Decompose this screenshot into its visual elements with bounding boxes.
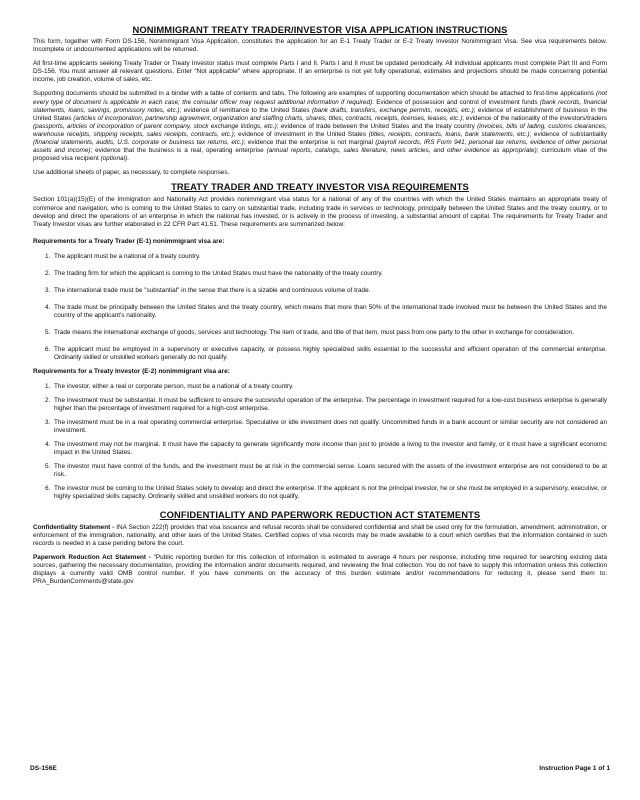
requirement-number: 6. bbox=[45, 484, 51, 492]
requirement-text: The applicant must be employed in a supervisory or executive capacity, or possess highly specialized skills essential to the successful and efficient operation of the commercial enterprise. Ordinarily skilled or unskilled workers generally do not qualify. bbox=[54, 345, 607, 361]
supporting-documents-text: : Evidence of possession and control of investment funds bbox=[372, 98, 540, 106]
requirement-number: 1. bbox=[45, 382, 51, 390]
paperwork-text: "Public reporting burden for this collection of information is estimated to average 4 hours per response, including time required for searching existing data sources, gathering the necessary documentation, providing the information and/or documents required, and reviewing the final collection. You do not have to supply this information unless this collection displays a currently valid OMB control number. If you have comments on the accuracy of this burden estimate and/or recommendations for reducing it, please send them to: PRA_BurdenComments@state.gov bbox=[33, 554, 607, 586]
requirement-item bbox=[33, 304, 607, 320]
confidentiality-statement bbox=[33, 524, 607, 548]
example-documents-text: (invoices, bills of lading, customs clearances, warehouse receipts, shipping receipts, sales receipts, contracts, etc.) bbox=[33, 122, 608, 138]
requirement-item bbox=[33, 253, 607, 261]
page-number: Instruction Page 1 of 1 bbox=[539, 765, 610, 772]
supporting-documents-text: ; evidence of trade between the United States and the treaty country bbox=[276, 122, 478, 130]
example-documents-text: (articles of incorporation, partnership agreement, organization and staffing charts, shares, titles, contracts, receipts, licenses, leases, etc.) bbox=[73, 114, 463, 122]
requirements-heading: TREATY TRADER AND TREATY INVESTOR VISA REQUIREMENTS bbox=[171, 181, 469, 193]
example-documents-text: (bank records, financial statements, loans, savings, promissory notes, etc.) bbox=[33, 98, 607, 114]
example-documents-text: (financial statements, audits, U.S. corporate or business tax returns, etc.) bbox=[33, 139, 244, 147]
supporting-documents-text: ; evidence that the business is a real, operating enterprise bbox=[90, 147, 267, 155]
supporting-documents-text: ; evidence that the enterprise is not marginal bbox=[243, 139, 376, 147]
example-documents-text: (not every type of document is applicable in each case; the consular officer may request additional information if required) bbox=[33, 90, 607, 106]
requirement-item bbox=[33, 419, 607, 435]
requirement-number: 2. bbox=[45, 269, 51, 277]
section-101-paragraph: Section 101(a)(15)(E) of the Immigration and Nationality Act provides nonimmigrant visa status for a national of any of the countries with which the United States maintains an appropriate treaty of commerce and navigation, who is coming to the United States to carry on substantial trade, including trade in services or technology, principally between the United States and the treaty country, or to develop and direct the operations of an enterprise in which the national has invested, or is actively in the process of investing, a substantial amount of capital. The requirements for Treaty Trader and Treaty Investor visas are further elaborated in 22 CFR Part 41.51. These requirements are summarized below: bbox=[33, 196, 607, 228]
page-title: NONIMMIGRANT TREATY TRADER/INVESTOR VISA APPLICATION INSTRUCTIONS bbox=[132, 24, 508, 35]
requirement-number: 5. bbox=[45, 462, 51, 470]
requirement-number: 3. bbox=[45, 418, 51, 426]
requirement-number: 4. bbox=[45, 303, 51, 311]
requirement-item bbox=[33, 463, 607, 479]
requirement-number: 1. bbox=[45, 252, 51, 260]
requirement-text: The investment must be substantial. It must be sufficient to ensure the successful operation of the enterprise. The percentage in investment required for a low-cost business enterprise is generally higher than the percentage of investment required for a high-cost enterprise. bbox=[54, 396, 607, 412]
requirement-text: The applicant must be a national of a treaty country. bbox=[54, 252, 201, 260]
paperwork-reduction-statement bbox=[33, 554, 607, 586]
requirement-item bbox=[33, 383, 607, 391]
intro-paragraph: This form, together with Form DS-156, Nonimmigrant Visa Application, constitutes the application for an E-1 Treaty Trader or E-2 Treaty Investor Nonimmigrant Visa. See visa requirements below. Incomplete or undocumented applications will be returned. bbox=[33, 38, 607, 54]
requirement-text: The trading firm for which the applicant is coming to the United States must have the nationality of the treaty country. bbox=[54, 269, 383, 277]
confidentiality-label: Confidentiality Statement - bbox=[33, 523, 117, 531]
requirement-number: 6. bbox=[45, 345, 51, 353]
requirement-text: The investor must be coming to the United States solely to develop and direct the enterprise. If the applicant is not the principal investor, he or she must be employed in a supervisory, executive, or highly specialized skills capacity. Ordinarily skilled and unskilled workers do not qualify. bbox=[54, 484, 607, 500]
supporting-documents-text: Supporting documents should be submitted in a binder with a table of contents and tabs. The following are examples of supporting documentation which should be attached to first-time applications bbox=[33, 90, 596, 98]
supporting-documents-text: ; evidence of substantiality bbox=[529, 130, 607, 138]
example-documents-text: (passports, articles of incorporation of parent company, stock exchange listings, etc.) bbox=[33, 122, 277, 130]
instruction-page bbox=[33, 24, 607, 586]
supporting-documents-paragraph bbox=[33, 90, 607, 163]
requirement-number: 4. bbox=[45, 440, 51, 448]
requirement-text: The investor, either a real or corporate person, must be a national of a treaty country. bbox=[54, 382, 294, 390]
form-number: DS-156E bbox=[30, 765, 57, 772]
supporting-documents-text: ; curriculum vitae of the proposed visa recipient bbox=[33, 147, 607, 163]
requirement-item bbox=[33, 397, 607, 413]
requirement-item bbox=[33, 346, 607, 362]
e1-requirements-heading: Requirements for a Treaty Trader (E-1) nonimmigrant visa are: bbox=[33, 237, 225, 245]
requirement-number: 5. bbox=[45, 328, 51, 336]
example-documents-text: (payroll records, IRS Form 941, personal tax returns, evidence of other personal assets and income) bbox=[33, 139, 607, 155]
requirement-item bbox=[33, 287, 607, 295]
requirement-text: Trade means the international exchange of goods, services and technology. The item of trade, and title of that item, must pass from one party to the other in exchange for consideration. bbox=[54, 328, 574, 336]
supporting-documents-text: ; evidence of establishment of business in the United States bbox=[33, 106, 607, 122]
requirement-text: The investor must have control of the funds, and the investment must be at risk in the commercial sense. Loans secured with the assets of the investment enterprise are not considered to be at risk. bbox=[54, 462, 607, 478]
supporting-documents-text: ; evidence of investment in the United States bbox=[233, 130, 369, 138]
e2-requirements-list bbox=[33, 383, 607, 501]
example-documents-text: (optional) bbox=[100, 155, 128, 163]
page-footer bbox=[30, 765, 610, 772]
requirement-text: The trade must be principally between the United States and the treaty country, which means that more than 50% of the international trade involved must be between the United States and the country of the applicant's nationality. bbox=[54, 303, 607, 319]
requirement-number: 3. bbox=[45, 286, 51, 294]
e1-requirements-list bbox=[33, 253, 607, 362]
confidentiality-text: INA Section 222(f) provides that visa issuance and refusal records shall be considered confidential and shall be used only for the formulation, amendment, administration, or enforcement of the immigration, nationality, and other laws of the United States. Certified copies of visa records may be made available to a court which certifies that the information contained in such records is needed in a case pending before the court. bbox=[33, 523, 607, 547]
example-documents-text: (titles, receipts, contracts, loans, bank statements, etc.) bbox=[368, 130, 530, 138]
requirement-text: The investment may not be marginal. It must have the capacity to generate significantly more income than just to provide a living to the investor and family, or it must have a significant economic impact in the United States. bbox=[54, 440, 607, 456]
supporting-documents-text: . bbox=[127, 155, 129, 163]
confidentiality-heading: CONFIDENTIALITY AND PAPERWORK REDUCTION ACT STATEMENTS bbox=[159, 508, 481, 520]
requirement-item bbox=[33, 441, 607, 457]
requirement-item bbox=[33, 270, 607, 278]
supporting-documents-text: ; evidence of the nationality of the investors/traders bbox=[462, 114, 607, 122]
applicant-paragraph: All first-time applicants seeking Treaty Trader or Treaty Investor status must complete Parts I and II. Parts I and II must be updated periodically. All individual applicants must complete Part III and Form DS-156. You must answer all relevant questions. Enter "Not applicable" where appropriate. If an enterprise is not yet fully operational, estimates and projections should be made concerning potential income, job creation, volume of sales, etc. bbox=[33, 60, 607, 84]
example-documents-text: (annual reports, catalogs, sales literature, news articles, and other evidence as appropriate) bbox=[266, 147, 537, 155]
e2-requirements-heading: Requirements for a Treaty Investor (E-2) nonimmigrant visa are: bbox=[33, 367, 230, 375]
additional-sheets-note: Use additional sheets of paper, as necessary, to complete responses. bbox=[33, 169, 230, 177]
requirement-text: The investment must be in a real operating commercial enterprise. Speculative or idle investment does not qualify. Uncommitted funds in a bank account or similar security are not considered an investment. bbox=[54, 418, 607, 434]
requirement-item bbox=[33, 485, 607, 501]
paperwork-label: Paperwork Reduction Act Statement - bbox=[33, 554, 154, 562]
example-documents-text: (bank drafts, transfers, exchange permits, receipts, etc.) bbox=[312, 106, 474, 114]
requirement-text: The international trade must be "substantial" in the sense that there is a sizable and continuous volume of trade. bbox=[54, 286, 371, 294]
supporting-documents-text: ; evidence of remittance to the United States bbox=[179, 106, 312, 114]
requirement-item bbox=[33, 329, 607, 337]
requirement-number: 2. bbox=[45, 396, 51, 404]
